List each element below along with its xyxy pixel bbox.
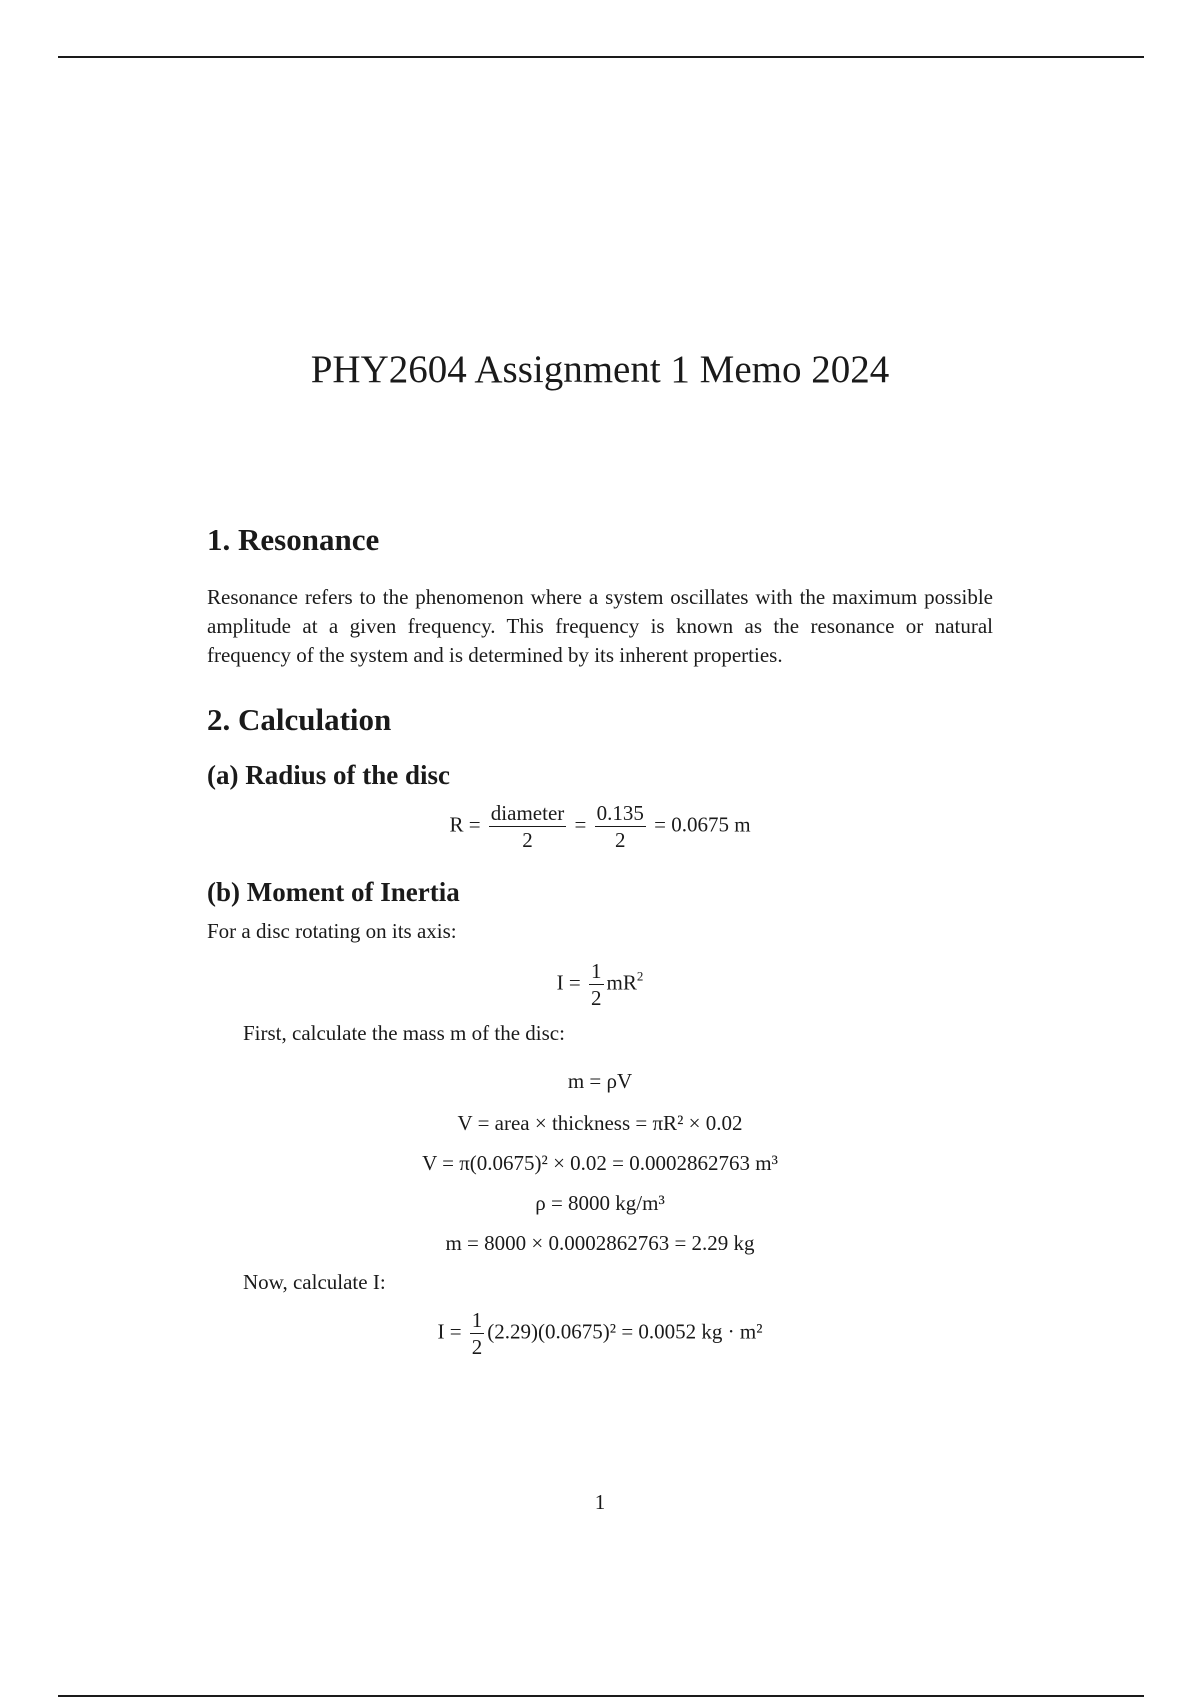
section-calculation-heading: 2. Calculation	[207, 702, 392, 737]
radius-eq-mid: =	[574, 812, 587, 837]
inertia-formula-rhs: mR	[606, 970, 637, 995]
final-eq-rhs: (2.29)(0.0675)² = 0.0052 kg · m²	[487, 1319, 763, 1344]
radius-eq-lhs: R =	[449, 812, 481, 837]
now-calc-intro: Now, calculate I:	[243, 1270, 386, 1294]
density-equation: ρ = 8000 kg/m³	[535, 1191, 665, 1215]
diameter-fraction-den: 2	[522, 828, 533, 852]
document-title: PHY2604 Assignment 1 Memo 2024	[310, 348, 890, 391]
value-fraction-num: 0.135	[596, 801, 644, 825]
final-half-num: 1	[471, 1308, 483, 1332]
mass-result-equation: m = 8000 × 0.0002862763 = 2.29 kg	[445, 1231, 755, 1255]
top-rule	[58, 56, 1144, 58]
resonance-paragraph: Resonance refers to the phenomenon where a system oscillates with the maximum possible amplitude at a given frequency. This frequency is known as the resonance or natural frequency of the system and is determined by its inherent properties.	[207, 585, 993, 667]
inertia-intro: For a disc rotating on its axis:	[207, 919, 457, 943]
half-fraction-num: 1	[591, 959, 602, 983]
radius-equation	[207, 800, 993, 853]
volume-equation-1: V = area × thickness = πR² × 0.02	[457, 1111, 743, 1135]
document-body	[207, 520, 993, 1360]
squared-exponent: 2	[636, 968, 644, 984]
mass-density-equation: m = ρV	[567, 1069, 633, 1093]
bottom-rule	[58, 1695, 1144, 1697]
diameter-fraction	[489, 800, 566, 853]
half-fraction-den: 2	[591, 986, 602, 1010]
mass-intro: First, calculate the mass m of the disc:	[243, 1021, 565, 1045]
subsection-inertia-heading: (b) Moment of Inertia	[207, 877, 460, 907]
value-fraction	[595, 800, 646, 853]
subsection-radius-heading: (a) Radius of the disc	[207, 760, 451, 790]
half-fraction	[589, 958, 604, 1011]
radius-eq-rhs: = 0.0675 m	[654, 812, 751, 837]
value-fraction-den: 2	[614, 828, 626, 852]
inertia-formula-lhs: I =	[556, 970, 581, 995]
volume-equation-2: V = π(0.0675)² × 0.02 = 0.0002862763 m³	[422, 1151, 778, 1175]
final-inertia-equation	[207, 1307, 993, 1360]
final-eq-lhs: I =	[437, 1319, 462, 1344]
diameter-fraction-num: diameter	[490, 801, 565, 825]
final-half-den: 2	[471, 1335, 483, 1359]
page-number: 1	[594, 1490, 606, 1514]
inertia-formula	[207, 958, 993, 1011]
section-resonance-heading: 1. Resonance	[207, 522, 380, 557]
final-half-fraction	[470, 1307, 485, 1360]
